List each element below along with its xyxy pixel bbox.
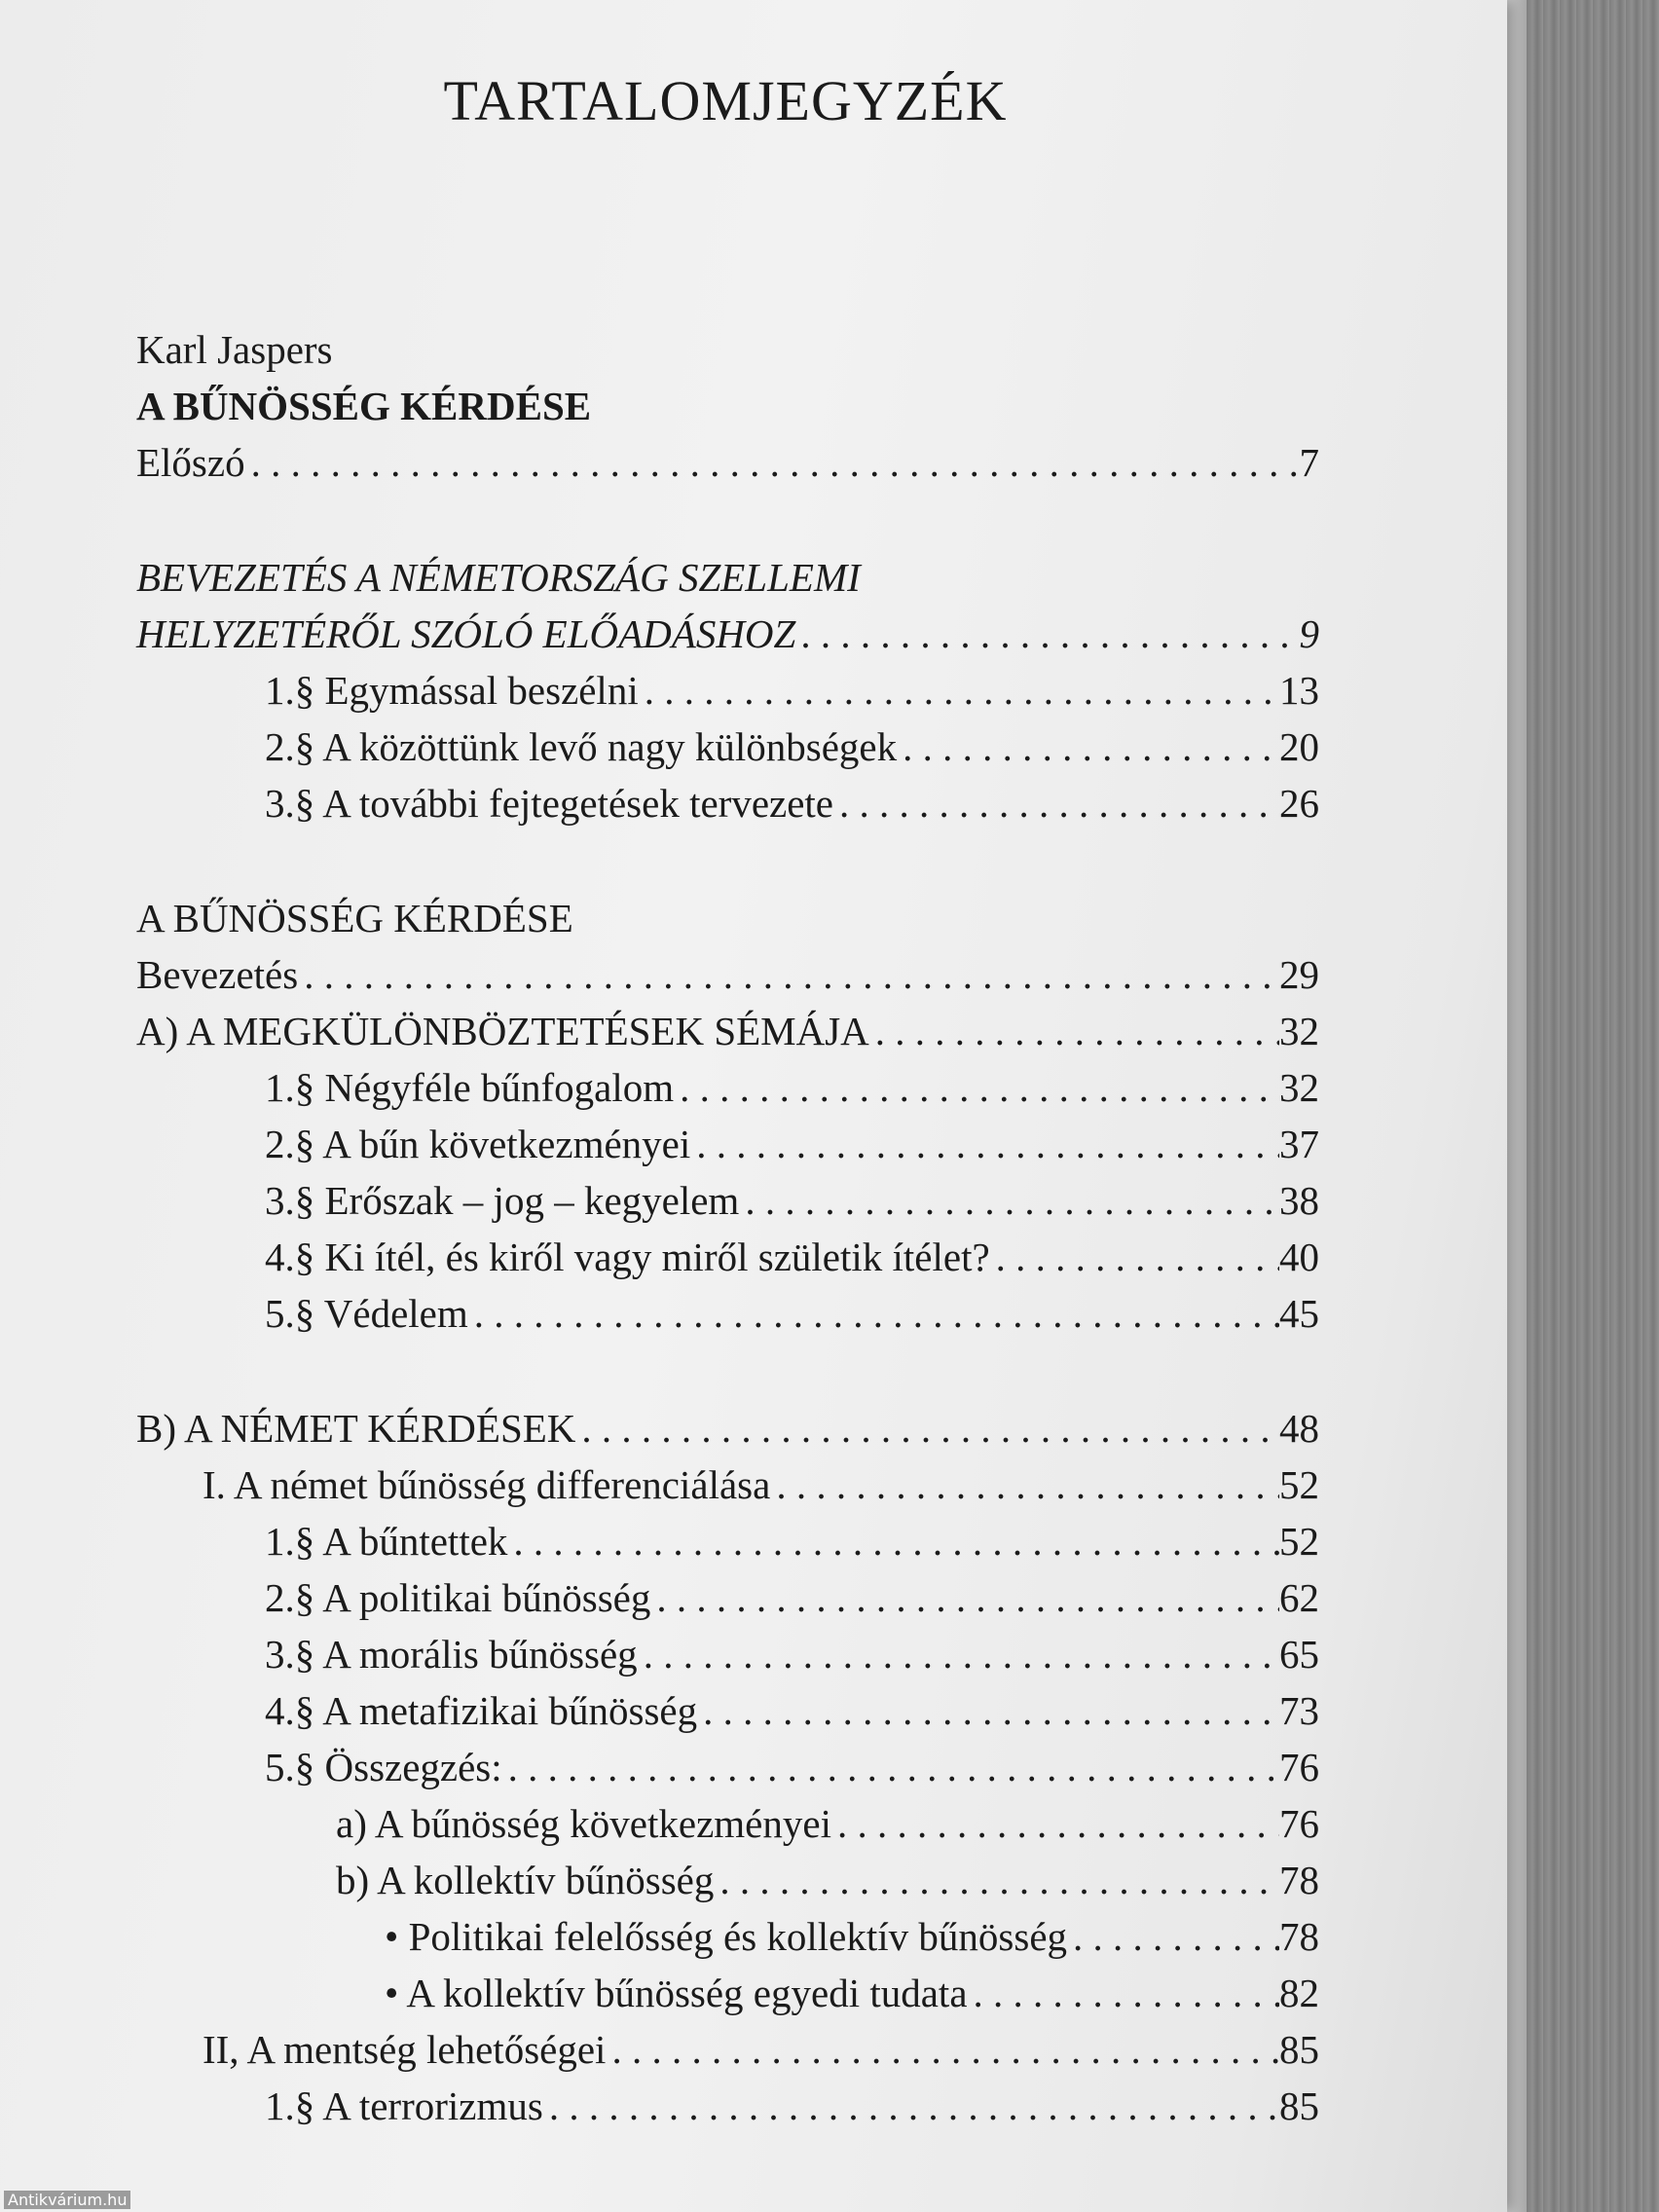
dot-leader [770, 1456, 1279, 1513]
dot-leader [650, 1569, 1279, 1626]
toc-entry-page: 73 [1279, 1688, 1319, 1733]
toc-entry-page: 82 [1279, 1971, 1319, 2015]
toc-entry[interactable] [136, 1513, 1319, 1569]
toc-entry[interactable] [136, 2078, 1319, 2134]
toc-entry-page: 20 [1279, 724, 1319, 769]
toc-entry[interactable] [136, 719, 1319, 775]
toc-entry-label: 2.§ A bűn következményei [265, 1122, 691, 1166]
dot-leader [897, 719, 1279, 775]
toc-entry-label: 1.§ Négyféle bűnfogalom [265, 1065, 675, 1110]
page-title: TARTALOMJEGYZÉK [443, 69, 1008, 132]
dot-leader [795, 606, 1299, 662]
toc-entry-label: II, A mentség lehetőségei [203, 2027, 607, 2072]
toc-entry-page: 26 [1279, 781, 1319, 826]
toc-entry-page: 52 [1279, 1519, 1319, 1564]
toc-entry[interactable] [136, 1172, 1319, 1229]
toc-entry[interactable] [136, 1795, 1319, 1852]
dot-leader [968, 1965, 1279, 2021]
dot-leader [674, 1059, 1279, 1116]
watermark: Antikvárium.hu [4, 2191, 130, 2209]
toc-entry-page: 32 [1279, 1009, 1319, 1053]
toc-entry[interactable] [136, 946, 1319, 1003]
dot-leader [502, 1739, 1279, 1795]
dot-leader [298, 946, 1279, 1003]
dot-leader [638, 1626, 1279, 1682]
toc-entry-page: 76 [1279, 1801, 1319, 1846]
toc-entry[interactable] [136, 1059, 1319, 1116]
toc-entry-page: 9 [1299, 611, 1319, 656]
dot-leader [606, 2021, 1279, 2078]
toc-entry-page: 85 [1279, 2027, 1319, 2072]
toc-entry[interactable] [136, 1626, 1319, 1682]
book-title: A BŰNÖSSÉG KÉRDÉSE [136, 384, 592, 428]
spacer [136, 1342, 1319, 1400]
toc-entry[interactable] [136, 1285, 1319, 1342]
toc-entry-label: • Politikai felelősség és kollektív bűnösség [385, 1914, 1068, 1959]
toc-entry-page: 45 [1279, 1291, 1319, 1336]
dot-leader [507, 1513, 1279, 1569]
dot-leader [869, 1003, 1279, 1059]
toc-entry-label: 4.§ Ki ítél, és kiről vagy miről születik ítélet? [265, 1235, 990, 1279]
author-name: Karl Jaspers [136, 327, 333, 372]
dot-leader [543, 2078, 1279, 2134]
toc-entry-label: 5.§ Védelem [265, 1291, 468, 1336]
toc-entry[interactable] [136, 662, 1319, 719]
toc-entry-page: 76 [1279, 1745, 1319, 1789]
toc-entry[interactable] [136, 1965, 1319, 2021]
toc-entry-page: 37 [1279, 1122, 1319, 1166]
toc-entry[interactable] [136, 434, 1319, 491]
dot-leader [468, 1285, 1279, 1342]
toc-entry-label: 5.§ Összegzés: [265, 1745, 502, 1789]
toc-entry-page: 32 [1279, 1065, 1319, 1110]
toc-entry[interactable] [136, 1229, 1319, 1285]
dot-leader [245, 434, 1300, 491]
toc-entry-label: B) A NÉMET KÉRDÉSEK [136, 1406, 576, 1451]
toc-entry-label: 3.§ A morális bűnösség [265, 1632, 638, 1677]
toc-entry-label: 3.§ A további fejtegetések tervezete [265, 781, 834, 826]
toc-entry[interactable] [136, 1456, 1319, 1513]
toc-entry-label: HELYZETÉRŐL SZÓLÓ ELŐADÁSHOZ [136, 611, 796, 656]
toc-entry[interactable] [136, 2021, 1319, 2078]
toc-entry-page: 29 [1279, 952, 1319, 997]
toc-entry-page: 85 [1279, 2083, 1319, 2128]
toc-entry-page: 38 [1279, 1178, 1319, 1223]
toc-entry[interactable] [136, 1400, 1319, 1456]
dot-leader [990, 1229, 1279, 1285]
toc-entry[interactable] [136, 1852, 1319, 1908]
dot-leader [739, 1172, 1279, 1229]
toc-entry-page: 7 [1299, 440, 1319, 485]
toc-entry-label: 1.§ Egymással beszélni [265, 668, 639, 713]
toc-entry-page: 13 [1279, 668, 1319, 713]
dot-leader [697, 1682, 1279, 1739]
toc-entry-label: 3.§ Erőszak – jog – kegyelem [265, 1178, 740, 1223]
dot-leader [833, 775, 1279, 831]
toc-entry-label: I. A német bűnösség differenciálása [203, 1462, 771, 1507]
table-of-contents [136, 321, 1319, 2134]
toc-entry[interactable] [136, 1569, 1319, 1626]
toc-entry-page: 40 [1279, 1235, 1319, 1279]
dot-leader [831, 1795, 1279, 1852]
toc-entry-label: 2.§ A közöttünk levő nagy különbségek [265, 724, 898, 769]
spacer [136, 491, 1319, 549]
spacer [136, 831, 1319, 890]
page-edge [1507, 0, 1527, 2212]
section-heading: BEVEZETÉS A NÉMETORSZÁG SZELLEMI [136, 555, 861, 600]
toc-entry-page: 78 [1279, 1858, 1319, 1902]
toc-entry-label: A) A MEGKÜLÖNBÖZTETÉSEK SÉMÁJA [136, 1009, 869, 1053]
dot-leader [575, 1400, 1279, 1456]
toc-entry-label: 4.§ A metafizikai bűnösség [265, 1688, 698, 1733]
toc-entry-label: a) A bűnösség következményei [336, 1801, 831, 1846]
background-surface [1527, 0, 1659, 2212]
toc-entry-label: Előszó [136, 440, 245, 485]
toc-entry[interactable] [136, 1739, 1319, 1795]
toc-entry-label: • A kollektív bűnösség egyedi tudata [385, 1971, 968, 2015]
toc-entry[interactable] [136, 775, 1319, 831]
dot-leader [639, 662, 1279, 719]
toc-entry-page: 48 [1279, 1406, 1319, 1451]
toc-entry-label: b) A kollektív bűnösség [336, 1858, 715, 1902]
toc-entry[interactable] [136, 606, 1319, 662]
toc-entry[interactable] [136, 1116, 1319, 1172]
dot-leader [690, 1116, 1279, 1172]
toc-entry[interactable] [136, 1908, 1319, 1965]
toc-entry-page: 65 [1279, 1632, 1319, 1677]
toc-entry-label: Bevezetés [136, 952, 299, 997]
toc-entry-page: 52 [1279, 1462, 1319, 1507]
toc-entry[interactable] [136, 1003, 1319, 1059]
dot-leader [714, 1852, 1279, 1908]
toc-entry-page: 78 [1279, 1914, 1319, 1959]
toc-entry[interactable] [136, 1682, 1319, 1739]
toc-entry-label: 1.§ A bűntettek [265, 1519, 508, 1564]
part-title: A BŰNÖSSÉG KÉRDÉSE [136, 896, 573, 940]
toc-entry-page: 62 [1279, 1575, 1319, 1620]
dot-leader [1067, 1908, 1279, 1965]
toc-entry-label: 2.§ A politikai bűnösség [265, 1575, 651, 1620]
toc-entry-label: 1.§ A terrorizmus [265, 2083, 543, 2128]
